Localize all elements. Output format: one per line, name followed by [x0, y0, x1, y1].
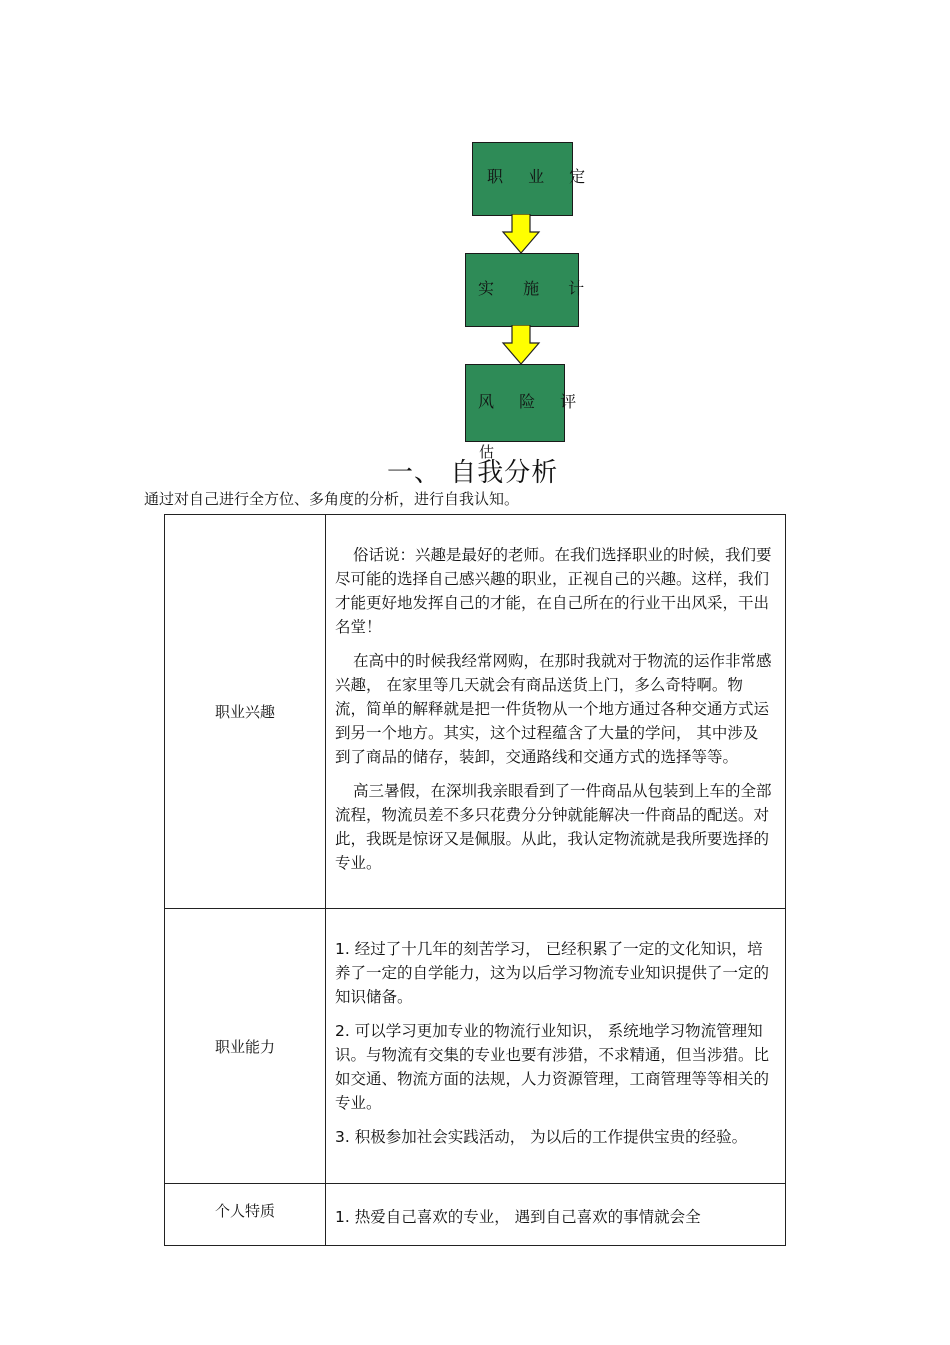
row-content: [326, 1184, 786, 1246]
row-label: 职业能力: [165, 909, 326, 1184]
flow-step-label-overflow: 估: [479, 443, 495, 461]
paragraph: 1. 热爱自己喜欢的专业， 遇到自己喜欢的事情就会全: [335, 1208, 701, 1226]
paragraph: 在高中的时候我经常网购，在那时我就对于物流的运作非常感兴趣， 在家里等几天就会有商品送货上门，多么奇特啊。物流，简单的解释就是把一件货物从一个地方通过各种交通方式运到另一个地方。其实，这个过程蕴含了大量的学问， 其中涉及到了商品的储存，装卸，交通路线和交通方式的选择等等。: [335, 651, 772, 766]
paragraph: 高三暑假，在深圳我亲眼看到了一件商品从包装到上车的全部流程，物流员差不多只花费分分钟就能解决一件商品的配送。对此，我既是惊讶又是佩服。从此，我认定物流就是我所要选择的专业。: [335, 781, 772, 872]
flow-step-label: 风 险 评: [478, 392, 587, 411]
row-label: 职业兴趣: [165, 515, 326, 909]
section-heading: 一、 自我分析: [387, 458, 559, 488]
row-content: [326, 909, 786, 1184]
intro-text: 通过对自己进行全方位、多角度的分析，进行自我认知。: [144, 490, 520, 508]
flow-step-label: 实 施 计: [478, 279, 597, 298]
down-arrow-icon: [501, 325, 541, 365]
paragraph: 1. 经过了十几年的刻苦学习， 已经积累了一定的文化知识，培养了一定的自学能力，这为以后学习物流专业知识提供了一定的知识储备。: [335, 940, 770, 1006]
flow-step-risk-assessment: [465, 364, 587, 461]
self-analysis-table: [164, 514, 786, 1246]
flow-step-label: 职 业 定: [487, 167, 596, 186]
row-label: 个人特质: [165, 1184, 326, 1246]
table-row: [165, 1184, 786, 1246]
flow-step-implementation-plan: [465, 253, 597, 327]
paragraph: 俗话说：兴趣是最好的老师。在我们选择职业的时候，我们要尽可能的选择自己感兴趣的职业，正视自己的兴趣。这样，我们才能更好地发挥自己的才能，在自己所在的行业干出风采，干出名堂！: [335, 545, 772, 636]
flow-step-career-goal: [472, 142, 596, 216]
row-content: [326, 515, 786, 909]
down-arrow-icon: [501, 214, 541, 254]
paragraph: 3. 积极参加社会实践活动， 为以后的工作提供宝贵的经验。: [335, 1128, 748, 1146]
paragraph: 2. 可以学习更加专业的物流行业知识， 系统地学习物流管理知识。与物流有交集的专业也要有涉猎，不求精通，但当涉猎。比如交通、物流方面的法规，人力资源管理，工商管理等等相关的专业。: [335, 1022, 770, 1112]
table-row: [165, 515, 786, 909]
table-row: [165, 909, 786, 1184]
